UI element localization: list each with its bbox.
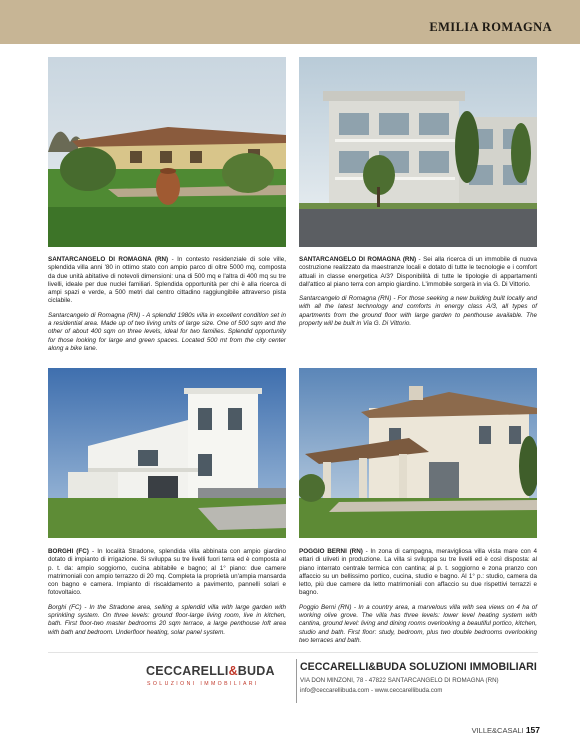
listing-description-it: - In zona di campagna, meravigliosa villa vista mare con 4 ettari di uliveti in produzione. La villa si sviluppa su tre livelli ed è così disposta: al piano interrato centrale termica con cantina; al p. t. soggiorno e zona pranzo con affaccio su un bellissimo portico, cucina, studio e bagno. Al 1° p.: studio, camera da letto, più due camere da letto matrimoniali con affaccio su due rispettivi terrazzi e bagno. (299, 548, 538, 597)
agency-box (48, 652, 538, 719)
page-number: 157 (525, 725, 540, 735)
logo-tagline: SOLUZIONI IMMOBILIARI (147, 681, 259, 687)
listing-description-it: - In contesto residenziale di sole ville, splendida villa anni '80 in ottimo stato con ampio parco di oltre 5000 mq, composta da due unità abitative di notevoli dimensioni: una di 500 mq e l'altra di 400 mq su tre livelli, ideale per due nuclei familiari. Splendida opportunità per chi è alla ricerca di ampi spazi e verde, a 500 metri dal centro cittadino raggiungibile attraverso pista ciclabile. (48, 256, 286, 305)
listing-title: POGGIO BERNI (RN) (299, 548, 363, 555)
region-title: EMILIA ROMAGNA (429, 20, 552, 34)
listing-borghi-villa (48, 548, 286, 637)
listing-photo-villa-garden (48, 57, 286, 247)
listing-description-en: Poggio Berni (RN) - In a country area, a marvelous villa with sea views on 4 ha of working olive grove. The villa has three levels: lower level heating system with cantina, ground level: living and dining rooms overlooking a beautiful portico, kitchen, studio and bath. First floor: study, bedroom, plus two double bedrooms overlooking two terraces and bath. (299, 603, 537, 644)
listing-title: SANTARCANGELO DI ROMAGNA (RN) (48, 256, 169, 263)
divider (296, 659, 297, 703)
listing-description-en: Santarcangelo di Romagna (RN) - For those seeking a new building built locally and with all the latest technology and comforts in energy class A/3, all types of apartments from the ground floor with large garden to penthouse available. The property will be built in Via G. Di Vittorio. (299, 295, 537, 328)
listing-poggio-berni-villa (299, 548, 537, 645)
listing-title: BORGHI (FC) (48, 548, 89, 555)
agency-name: CECCARELLI&BUDA SOLUZIONI IMMOBILIARI (300, 661, 537, 673)
agency-contact-links[interactable]: info@ceccarellibuda.com - www.ceccarellibuda.com (300, 687, 443, 694)
page-footer (472, 725, 540, 735)
agency-address: VIA DON MINZONI, 78 - 47822 SANTARCANGELO DI ROMAGNA (RN) (300, 677, 499, 684)
listing-photo-semi-detached-villa (48, 368, 286, 538)
listing-photo-country-villa (299, 368, 537, 538)
listing-santarcangelo-new-build (299, 256, 537, 328)
logo-wordmark: CECCARELLI&BUDA (146, 664, 275, 678)
listing-photo-new-building (299, 57, 537, 247)
listing-description-it: - Sei alla ricerca di un immobile di nuova costruzione realizzato da maestranze locali e dotato di tutte le tecnologie e i comfort attuali in classe energetica A/3? Disponibilità di tutte le tipologie di appartamenti dall'attico al piano terra con ampio giardino. L'immobile sorgerà in via G. Di Vittorio. (299, 256, 538, 288)
listing-santarcangelo-villa (48, 256, 286, 353)
listing-description-en: Santarcangelo di Romagna (RN) - A splendid 1980s villa in excellent condition set in a residential area. Made up of two living units of large size. One of 500 sqm and the other of about 400 sqm on three levels, ideal for two families. Splendid opportunity for those looking for large and green spaces. Located 500 mt from the city center along a bike lane. (48, 311, 286, 352)
magazine-name: VILLE&CASALI (471, 726, 524, 735)
listing-description-it: - In località Stradone, splendida villa abbinata con ampio giardino dotato di impianto di irrigazione. Si sviluppa su tre livelli fuori terra ed è composta al p. t. da: ampio soggiorno, cucina abitabile e bagno; al 1° piano: due camere matrimoniali con ampio terrazzo di 20 mq. Completa la proprietà un'ampia mansarda con bagno e camera. Impianto di riscaldamento a pavimento, pannelli solari e fotovoltaico. (48, 548, 286, 597)
listing-description-en: Borghi (FC) - In the Stradone area, selling a splendid villa with large garden with sprinkling system. On three levels: ground floor-large living room, live in kitchen, bath. First floor-two master bedrooms 20 sqm terrace, a large penthouse loft area with bath and bedroom. Underfloor heating, solar panel system. (48, 603, 286, 636)
agency-logo (146, 664, 318, 698)
listing-title: SANTARCANGELO DI ROMAGNA (RN) (299, 256, 417, 263)
